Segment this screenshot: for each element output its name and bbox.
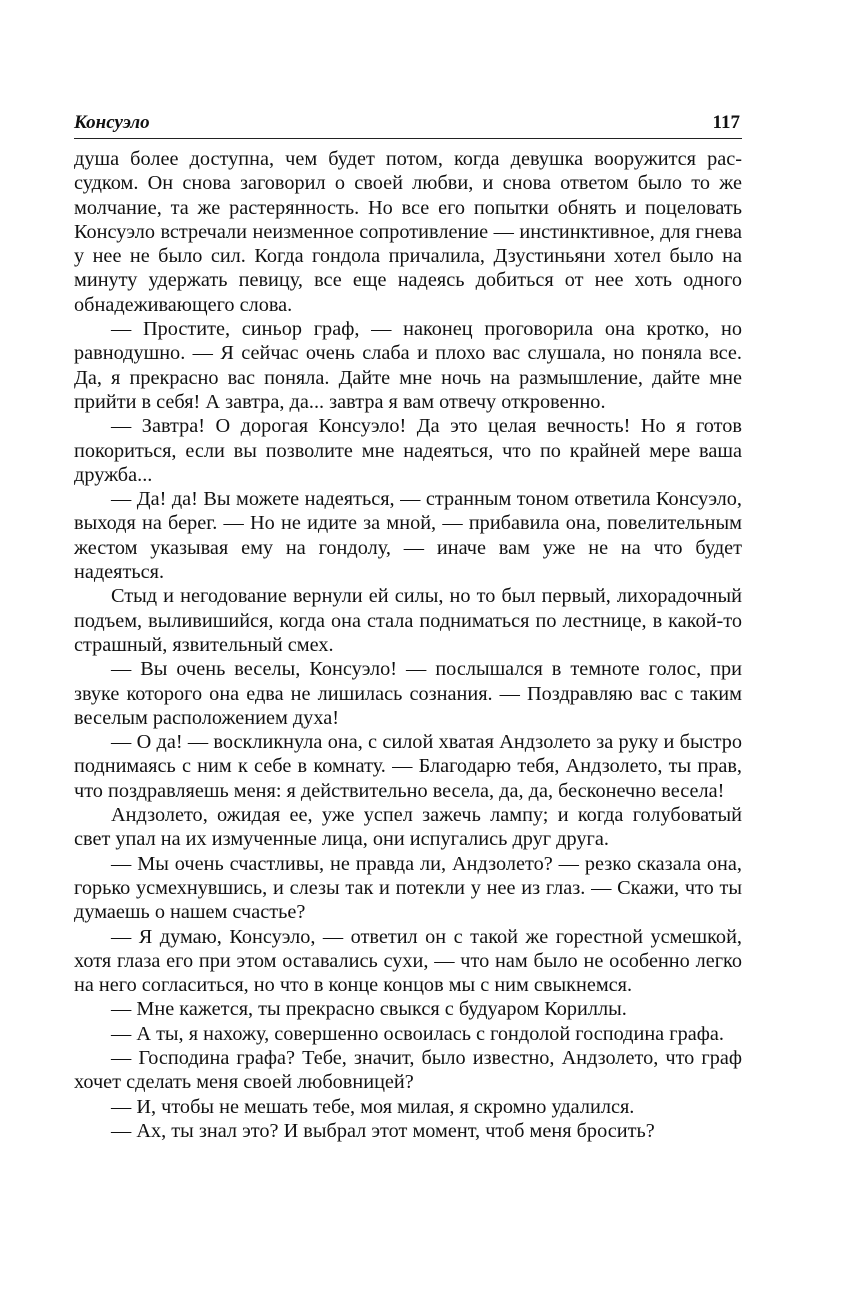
paragraph: — Ах, ты знал это? И выбрал этот момент, чтоб меня бросить? (111, 1119, 655, 1142)
running-title: Консуэло (74, 112, 150, 133)
running-header (74, 110, 742, 139)
paragraph: — Завтра! О дорогая Консуэло! Да это целая вечность! Но я готов покориться, если вы позволите мне надеяться, что по крайней мере ваша дружба... (74, 415, 742, 486)
paragraph: — О да! — воскликнула она, с силой хватая Андзолето за руку и быстро поднимаясь с ним к себе в комнату. — Благодарю тебя, Андзолето, ты прав, что поздравляешь меня: я действительно весела, да, да, бесконечно весела! (74, 731, 742, 802)
paragraph: — Мы очень счастливы, не правда ли, Андзолето? — резко сказала она, горько усмехнувшись, и слезы так и потекли у нее из глаз. — Скажи, что ты думаешь о нашем счастье? (74, 852, 742, 924)
paragraph: — Простите, синьор граф, — наконец проговорила она кротко, но равнодушно. — Я сейчас очень слаба и плохо вас слушала, но поняла все. Да, я прекрасно вас поняла. Дайте мне ночь на размышление, дайте мне прийти в себя! А завтра, да... завтра я вам отвечу откровенно. (74, 318, 742, 413)
paragraph: — Господина графа? Тебе, значит, было известно, Андзолето, что граф хочет сделать меня своей любовницей? (74, 1046, 742, 1094)
paragraph: Андзолето, ожидая ее, уже успел зажечь лампу; и когда голубоватый свет упал на их измученные лица, они испугались друг друга. (74, 804, 742, 851)
paragraph: — И, чтобы не мешать тебе, моя милая, я скромно удалился. (111, 1095, 635, 1118)
paragraph: — Я думаю, Консуэло, — ответил он с такой же горестной усмешкой, хотя глаза его при этом оставались сухи, — что нам было не особенно легко на него согласиться, но что в конце концов мы с ним свыкнемся. (74, 925, 742, 997)
page-number: 117 (712, 112, 740, 133)
paragraph: — Мне кажется, ты прекрасно свыкся с будуаром Кориллы. (111, 998, 627, 1021)
paragraph: душа более доступна, чем будет потом, когда девушка вооружится рассудком. Он снова заговорил о своей любви, и снова ответом было то же молчание, та же растерянность. Но все его попытки обнять и поцеловать Консуэло встречали неизменное сопротивление — инстинктивное, для гнева у нее не было сил. Когда гондола причалила, Дзустиньяни хотел было на минуту удержать певицу, все еще надеясь добиться от нее хоть одного обнадеживающего слова. (74, 148, 742, 316)
paragraph: — Вы очень веселы, Консуэло! — послышался в темноте голос, при звуке которого она едва не лишилась сознания. — Поздравляю вас с таким веселым расположением духа! (74, 658, 742, 729)
paragraph: — А ты, я нахожу, совершенно освоилась с гондолой господина графа. (111, 1022, 724, 1045)
body-text (74, 147, 742, 1143)
paragraph: Стыд и негодование вернули ей силы, но то был первый, лихорадочный подъем, выливишийся, когда она стала подниматься по лестнице, в какой-то страшный, язвительный смех. (74, 585, 742, 656)
paragraph: — Да! да! Вы можете надеяться, — странным тоном ответила Консуэло, выходя на берег. — Но не идите за мной, — прибавила она, повелительным жестом указывая ему на гондолу, — иначе вам уже не на что будет надеяться. (74, 488, 742, 584)
